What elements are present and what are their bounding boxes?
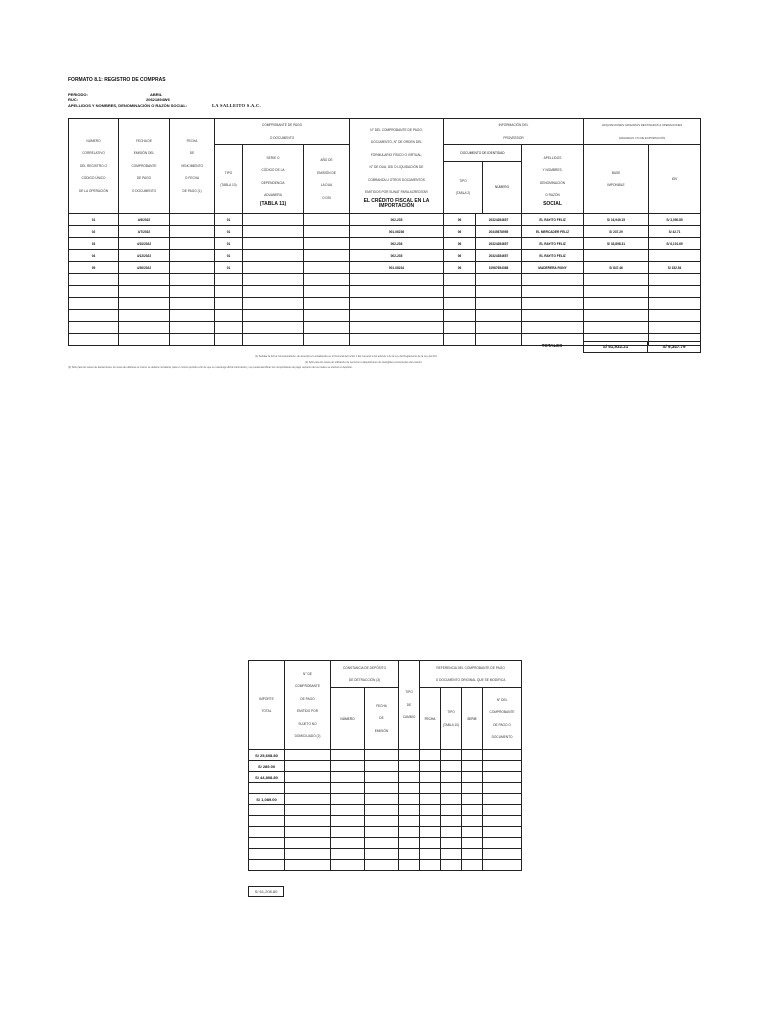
empty-cell (649, 322, 701, 334)
empty-cell (441, 860, 462, 871)
empty-cell (215, 274, 243, 286)
empty-cell (365, 827, 399, 838)
cell-comprobante: 002-235 (350, 250, 444, 262)
empty-cell (215, 334, 243, 346)
empty-cell (365, 849, 399, 860)
empty-cell (522, 322, 584, 334)
empty-cell (399, 816, 420, 827)
ruc-value: 20621894W6 (146, 97, 170, 102)
cell-importe-total: S/ 289.00 (249, 761, 285, 772)
empty-cell (441, 838, 462, 849)
empty-cell (331, 849, 365, 860)
empty-cell (476, 310, 522, 322)
cell-igv: S/ 152.54 (649, 262, 701, 274)
lower-total: S/ 61,208.80 (248, 886, 284, 897)
cell-igv: S/ 42.71 (649, 226, 701, 238)
cell-importe-total: S/ 44,808.80 (249, 772, 285, 783)
empty-cell (285, 761, 331, 772)
empty-cell (420, 772, 441, 783)
header-doc-identidad-group (444, 145, 522, 214)
empty-cell (399, 849, 420, 860)
cell-razon: EL RAYITO FELIZ (522, 238, 584, 250)
empty-cell (420, 761, 441, 772)
document-title: FORMATO 8.1: REGISTRO DE COMPRAS (68, 77, 166, 83)
lower-table-row (249, 849, 522, 860)
empty-cell (522, 286, 584, 298)
empty-cell (441, 761, 462, 772)
lower-table-row (249, 860, 522, 871)
header-fecha-vencimiento: FECHA DE VENCIMIENTO O FECHA DE PAGO (1) (170, 119, 215, 214)
empty-cell (243, 334, 304, 346)
empty-cell (444, 334, 476, 346)
empty-cell (304, 286, 350, 298)
empty-cell (476, 322, 522, 334)
empty-cell (331, 860, 365, 871)
empty-cell (285, 816, 331, 827)
lower-table-row (249, 794, 522, 805)
empty-cell (444, 298, 476, 310)
empty-cell (215, 286, 243, 298)
empty-cell (462, 750, 483, 761)
cell-razon: EL MERCADER FELIZ (522, 226, 584, 238)
cell-importe-total (249, 838, 285, 849)
header-tipo: TIPO (TABLA 10) (215, 145, 243, 214)
empty-cell (365, 772, 399, 783)
empty-cell (483, 772, 522, 783)
empty-cell (420, 805, 441, 816)
cell-fecha: 4/10/2022 (119, 238, 170, 250)
empty-cell (331, 750, 365, 761)
cell-importe-total: S/ 25,608.80 (249, 750, 285, 761)
lower-header-serie: SERIE (462, 688, 483, 750)
lower-table-row (249, 772, 522, 783)
lower-table-row (249, 838, 522, 849)
empty-cell (649, 310, 701, 322)
table-row (69, 250, 701, 262)
cell-base: S/ 33,898.31 (584, 238, 649, 250)
cell-anio (304, 214, 350, 226)
empty-cell (350, 310, 444, 322)
cell-importe-total (249, 860, 285, 871)
empty-cell (444, 322, 476, 334)
lower-table-row (249, 805, 522, 816)
empty-cell (399, 805, 420, 816)
empty-cell (243, 310, 304, 322)
periodo-value: ABRIL (150, 92, 163, 97)
cell-importe-total (249, 805, 285, 816)
empty-cell (420, 750, 441, 761)
empty-cell (462, 860, 483, 871)
cell-comprobante: 002-235 (350, 214, 444, 226)
empty-cell (285, 772, 331, 783)
cell-fecha: 4/7/2022 (119, 226, 170, 238)
cell-doc-numero: 20324354657 (476, 214, 522, 226)
empty-cell (420, 827, 441, 838)
cell-venc (170, 250, 215, 262)
lower-header-referencia-group: REFERENCIA DEL COMPROBANTE DE PAGO O DOCUMENTO ORIGINAL QUE SE MODIFICA (420, 661, 522, 688)
empty-cell (462, 761, 483, 772)
empty-cell (584, 274, 649, 286)
empty-cell (331, 838, 365, 849)
detraction-reference-table (248, 660, 522, 871)
header-anio: AÑO DE EMISIÓN DE LA DUA O DSI (304, 145, 350, 214)
header-doc-identidad: DOCUMENTO DE IDENTIDAD (444, 145, 521, 161)
empty-row (69, 322, 701, 334)
empty-cell (522, 274, 584, 286)
empty-row (69, 298, 701, 310)
empty-cell (350, 286, 444, 298)
empty-cell (119, 298, 170, 310)
header-doc-tipo: TIPO (TABLA 2) (444, 161, 483, 213)
cell-igv: S/ 3,050.85 (649, 214, 701, 226)
empty-cell (462, 827, 483, 838)
cell-fecha: 4/30/2022 (119, 262, 170, 274)
empty-cell (476, 298, 522, 310)
total-igv: S/ 9,347.79 (647, 341, 701, 353)
cell-venc (170, 214, 215, 226)
empty-cell (285, 750, 331, 761)
header-fecha-emision: FECHA DE EMISIÓN DEL COMPROBANTE DE PAGO O DOCUMENTO (119, 119, 170, 214)
empty-cell (304, 298, 350, 310)
empty-cell (331, 794, 365, 805)
header-numero: NÚMERO CORRELATIVO DEL REGISTRO O CÓDIGO ÚNICO DE LA OPERACIÓN (69, 119, 119, 214)
empty-cell (584, 286, 649, 298)
empty-cell (170, 274, 215, 286)
cell-doc-tipo: 06 (444, 238, 476, 250)
empty-cell (444, 310, 476, 322)
cell-razon: EL RAYITO FELIZ (522, 250, 584, 262)
header-igv: IGV (649, 145, 701, 214)
empty-cell (243, 274, 304, 286)
empty-cell (350, 298, 444, 310)
empty-cell (285, 860, 331, 871)
cell-venc (170, 226, 215, 238)
lower-table-row (249, 761, 522, 772)
empty-cell (522, 310, 584, 322)
cell-base: S/ 237.29 (584, 226, 649, 238)
table-row (69, 238, 701, 250)
empty-cell (462, 794, 483, 805)
cell-comprobante: 002-236 (350, 238, 444, 250)
cell-doc-numero: 20324354657 (476, 250, 522, 262)
empty-cell (584, 298, 649, 310)
empty-cell (365, 783, 399, 794)
cell-numero: 04 (69, 250, 119, 262)
empty-cell (243, 298, 304, 310)
empty-cell (462, 805, 483, 816)
empty-cell (304, 334, 350, 346)
empty-cell (399, 772, 420, 783)
empty-cell (170, 286, 215, 298)
empty-cell (304, 322, 350, 334)
empty-cell (483, 860, 522, 871)
table-row (69, 262, 701, 274)
cell-razon: MADERERA RONY (522, 262, 584, 274)
empty-cell (420, 860, 441, 871)
empty-cell (331, 827, 365, 838)
empty-row (69, 274, 701, 286)
empty-cell (649, 286, 701, 298)
empty-cell (584, 310, 649, 322)
cell-tipo: 01 (215, 226, 243, 238)
empty-cell (285, 838, 331, 849)
lower-header-nro-comp: N° DEL COMPROBANTE DE PAGO O DOCUMENTO (483, 688, 522, 750)
empty-cell (441, 816, 462, 827)
razon-social-value: LA SALLEITO S.A.C. (212, 103, 261, 108)
empty-cell (649, 274, 701, 286)
ruc-label: RUC: (68, 97, 78, 102)
empty-cell (522, 298, 584, 310)
footnote-1: (1) Señalar la forma correspondiente, de acuerdo a lo establecido en el Numeral del inciso 1 del numeral 1 del artículo 1 de la Ley del Reglamento de la Ley del IGV. (255, 355, 438, 358)
empty-cell (69, 322, 119, 334)
header-base-imponible: BASE IMPONIBLE (584, 145, 649, 214)
empty-cell (119, 286, 170, 298)
lower-table-row (249, 827, 522, 838)
empty-cell (365, 794, 399, 805)
empty-cell (170, 322, 215, 334)
cell-numero: 02 (69, 226, 119, 238)
empty-cell (350, 334, 444, 346)
empty-cell (331, 816, 365, 827)
empty-cell (584, 322, 649, 334)
cell-tipo: 01 (215, 262, 243, 274)
lower-table-row (249, 816, 522, 827)
cell-tipo: 01 (215, 250, 243, 262)
empty-cell (399, 783, 420, 794)
empty-cell (365, 805, 399, 816)
empty-cell (69, 286, 119, 298)
cell-serie (243, 226, 304, 238)
empty-cell (365, 838, 399, 849)
empty-cell (119, 322, 170, 334)
empty-cell (441, 849, 462, 860)
empty-cell (483, 849, 522, 860)
empty-cell (243, 322, 304, 334)
empty-cell (483, 838, 522, 849)
cell-serie (243, 262, 304, 274)
empty-cell (285, 783, 331, 794)
empty-cell (462, 783, 483, 794)
empty-cell (69, 298, 119, 310)
empty-cell (365, 860, 399, 871)
cell-base (584, 250, 649, 262)
empty-cell (483, 750, 522, 761)
empty-cell (441, 750, 462, 761)
empty-cell (350, 322, 444, 334)
empty-cell (441, 783, 462, 794)
empty-cell (444, 274, 476, 286)
cell-tipo: 01 (215, 214, 243, 226)
header-adquisiciones-group: ADQUISICIONES GRAVADAS DESTINADAS A OPERACIONES GRAVADAS Y/O DE EXPORTACIÓN (584, 119, 701, 145)
empty-cell (119, 334, 170, 346)
empty-cell (170, 298, 215, 310)
empty-row (69, 286, 701, 298)
empty-cell (365, 816, 399, 827)
cell-numero: 03 (69, 238, 119, 250)
cell-venc (170, 238, 215, 250)
empty-cell (399, 860, 420, 871)
cell-tipo: 01 (215, 238, 243, 250)
cell-importe-total (249, 849, 285, 860)
header-razon-social: APELLIDOS Y NOMBRES, DENOMINACIÓN O RAZÓN SOCIAL (522, 145, 584, 214)
empty-cell (215, 322, 243, 334)
empty-cell (483, 816, 522, 827)
totals-label: TOTALES (541, 343, 563, 348)
cell-comprobante: 001-08234 (350, 262, 444, 274)
footnote-2: (2) Sólo para los casos de utilización de servicios o adquisiciones de intangibles provenientes del exterior. (305, 361, 423, 364)
empty-cell (441, 772, 462, 783)
empty-cell (215, 310, 243, 322)
lower-header-fecha-emision: FECHA DE EMISIÓN (365, 688, 399, 750)
cell-doc-tipo: 06 (444, 226, 476, 238)
empty-row (69, 310, 701, 322)
cell-serie (243, 214, 304, 226)
cell-anio (304, 250, 350, 262)
cell-importe-total: S/ 1,089.00 (249, 794, 285, 805)
empty-cell (285, 805, 331, 816)
table-row (69, 226, 701, 238)
lower-header-nro-comprobante: N° DE COMPROBANTE DE PAGO EMITIDO POR SUJETO NO DOMICILIADO (2) (285, 661, 331, 750)
cell-anio (304, 238, 350, 250)
cell-doc-tipo: 06 (444, 262, 476, 274)
cell-doc-tipo: 06 (444, 214, 476, 226)
empty-cell (483, 827, 522, 838)
empty-cell (119, 310, 170, 322)
empty-cell (649, 298, 701, 310)
empty-cell (476, 286, 522, 298)
empty-cell (483, 794, 522, 805)
cell-fecha: 4/12/2022 (119, 250, 170, 262)
empty-cell (170, 310, 215, 322)
cell-comprobante: 001-06236 (350, 226, 444, 238)
empty-cell (365, 761, 399, 772)
empty-cell (441, 805, 462, 816)
empty-cell (420, 849, 441, 860)
cell-razon: EL RAYITO FELIZ (522, 214, 584, 226)
cell-importe-total (249, 827, 285, 838)
cell-importe-total (249, 783, 285, 794)
empty-cell (69, 274, 119, 286)
empty-cell (444, 286, 476, 298)
header-doc-numero: NÚMERO (494, 185, 510, 190)
empty-cell (399, 794, 420, 805)
empty-cell (331, 761, 365, 772)
empty-cell (420, 838, 441, 849)
header-comprobante-group: COMPROBANTE DE PAGO O DOCUMENTO (215, 119, 350, 145)
footnote-3: (3) Sólo para los casos de detracciones. En caso de utilizarse el mismo se deberá considerar para un mismo periodo a fin de que se mantenga dicha información y se pueda identificar los comprobantes de pago respecto de los cuales se efectuó el depósito. (68, 366, 353, 369)
empty-cell (304, 274, 350, 286)
empty-cell (331, 805, 365, 816)
lower-header-importe: IMPORTE TOTAL (249, 661, 285, 750)
lower-header-tipo: TIPO (TABLA 10) (441, 688, 462, 750)
empty-cell (331, 783, 365, 794)
cell-igv (649, 250, 701, 262)
lower-header-fecha: FECHA (420, 688, 441, 750)
empty-cell (420, 816, 441, 827)
lower-table-row (249, 783, 522, 794)
empty-cell (243, 286, 304, 298)
cell-base: S/ 847.46 (584, 262, 649, 274)
cell-doc-numero: 20345678955 (476, 226, 522, 238)
empty-cell (350, 274, 444, 286)
empty-cell (69, 334, 119, 346)
periodo-label: PERIODO: (68, 92, 88, 97)
empty-cell (285, 849, 331, 860)
cell-anio (304, 262, 350, 274)
cell-doc-numero: 10987654368 (476, 262, 522, 274)
cell-venc (170, 262, 215, 274)
empty-cell (399, 750, 420, 761)
cell-fecha: 4/6/2022 (119, 214, 170, 226)
empty-cell (483, 761, 522, 772)
lower-header-constancia-group: CONSTANCIA DE DEPÓSITO DE DETRACCIÓN (3) (331, 661, 399, 688)
cell-anio (304, 226, 350, 238)
empty-cell (483, 805, 522, 816)
empty-cell (69, 310, 119, 322)
empty-cell (476, 274, 522, 286)
cell-igv: S/ 6,101.69 (649, 238, 701, 250)
empty-cell (476, 334, 522, 346)
lower-header-numero: NÚMERO (331, 688, 365, 750)
empty-cell (483, 783, 522, 794)
empty-cell (441, 827, 462, 838)
lower-header-tipo-cambio: TIPO DE CAMBIO (399, 661, 420, 750)
header-nro-comprobante: N° DEL COMPROBANTE DE PAGO, DOCUMENTO, N° DE ORDEN DEL FORMULARIO FÍSICO O VIRTUAL, N° DE DUA, DSI O LIQUIDACIÓN DE COBRANZA U OTROS DOCUMENTOS EMITIDOS POR SUNAT PARA ACREDITAR EL CRÉDITO FISCAL EN LA IMPORTACIÓN (350, 119, 444, 214)
empty-cell (441, 794, 462, 805)
table-row (69, 214, 701, 226)
purchases-register-table (68, 118, 701, 346)
cell-serie (243, 238, 304, 250)
cell-doc-tipo: 06 (444, 250, 476, 262)
empty-cell (170, 334, 215, 346)
empty-cell (462, 838, 483, 849)
header-serie: SERIE O CÓDIGO DE LA DEPENDENCIA ADUANERA (TABLA 11) (243, 145, 304, 214)
empty-cell (420, 783, 441, 794)
empty-cell (462, 849, 483, 860)
empty-cell (215, 298, 243, 310)
cell-importe-total (249, 816, 285, 827)
empty-cell (365, 750, 399, 761)
empty-cell (462, 772, 483, 783)
cell-numero: 01 (69, 214, 119, 226)
lower-table-row (249, 750, 522, 761)
cell-serie (243, 250, 304, 262)
empty-cell (119, 274, 170, 286)
header-proveedor-group: INFORMACIÓN DEL PROVEEDOR (444, 119, 584, 145)
cell-doc-numero: 20324354657 (476, 238, 522, 250)
total-base-imponible: S/ 51,932.21 (583, 341, 648, 353)
cell-numero: 05 (69, 262, 119, 274)
empty-cell (304, 310, 350, 322)
empty-cell (285, 827, 331, 838)
empty-cell (420, 794, 441, 805)
empty-cell (399, 827, 420, 838)
razon-social-label: APELLIDOS Y NOMBRES, DENOMINACIÓN O RAZÓN SOCIAL: (68, 103, 188, 108)
empty-cell (285, 794, 331, 805)
empty-cell (462, 816, 483, 827)
empty-cell (399, 838, 420, 849)
empty-cell (331, 772, 365, 783)
empty-cell (399, 761, 420, 772)
cell-base: S/ 16,949.15 (584, 214, 649, 226)
